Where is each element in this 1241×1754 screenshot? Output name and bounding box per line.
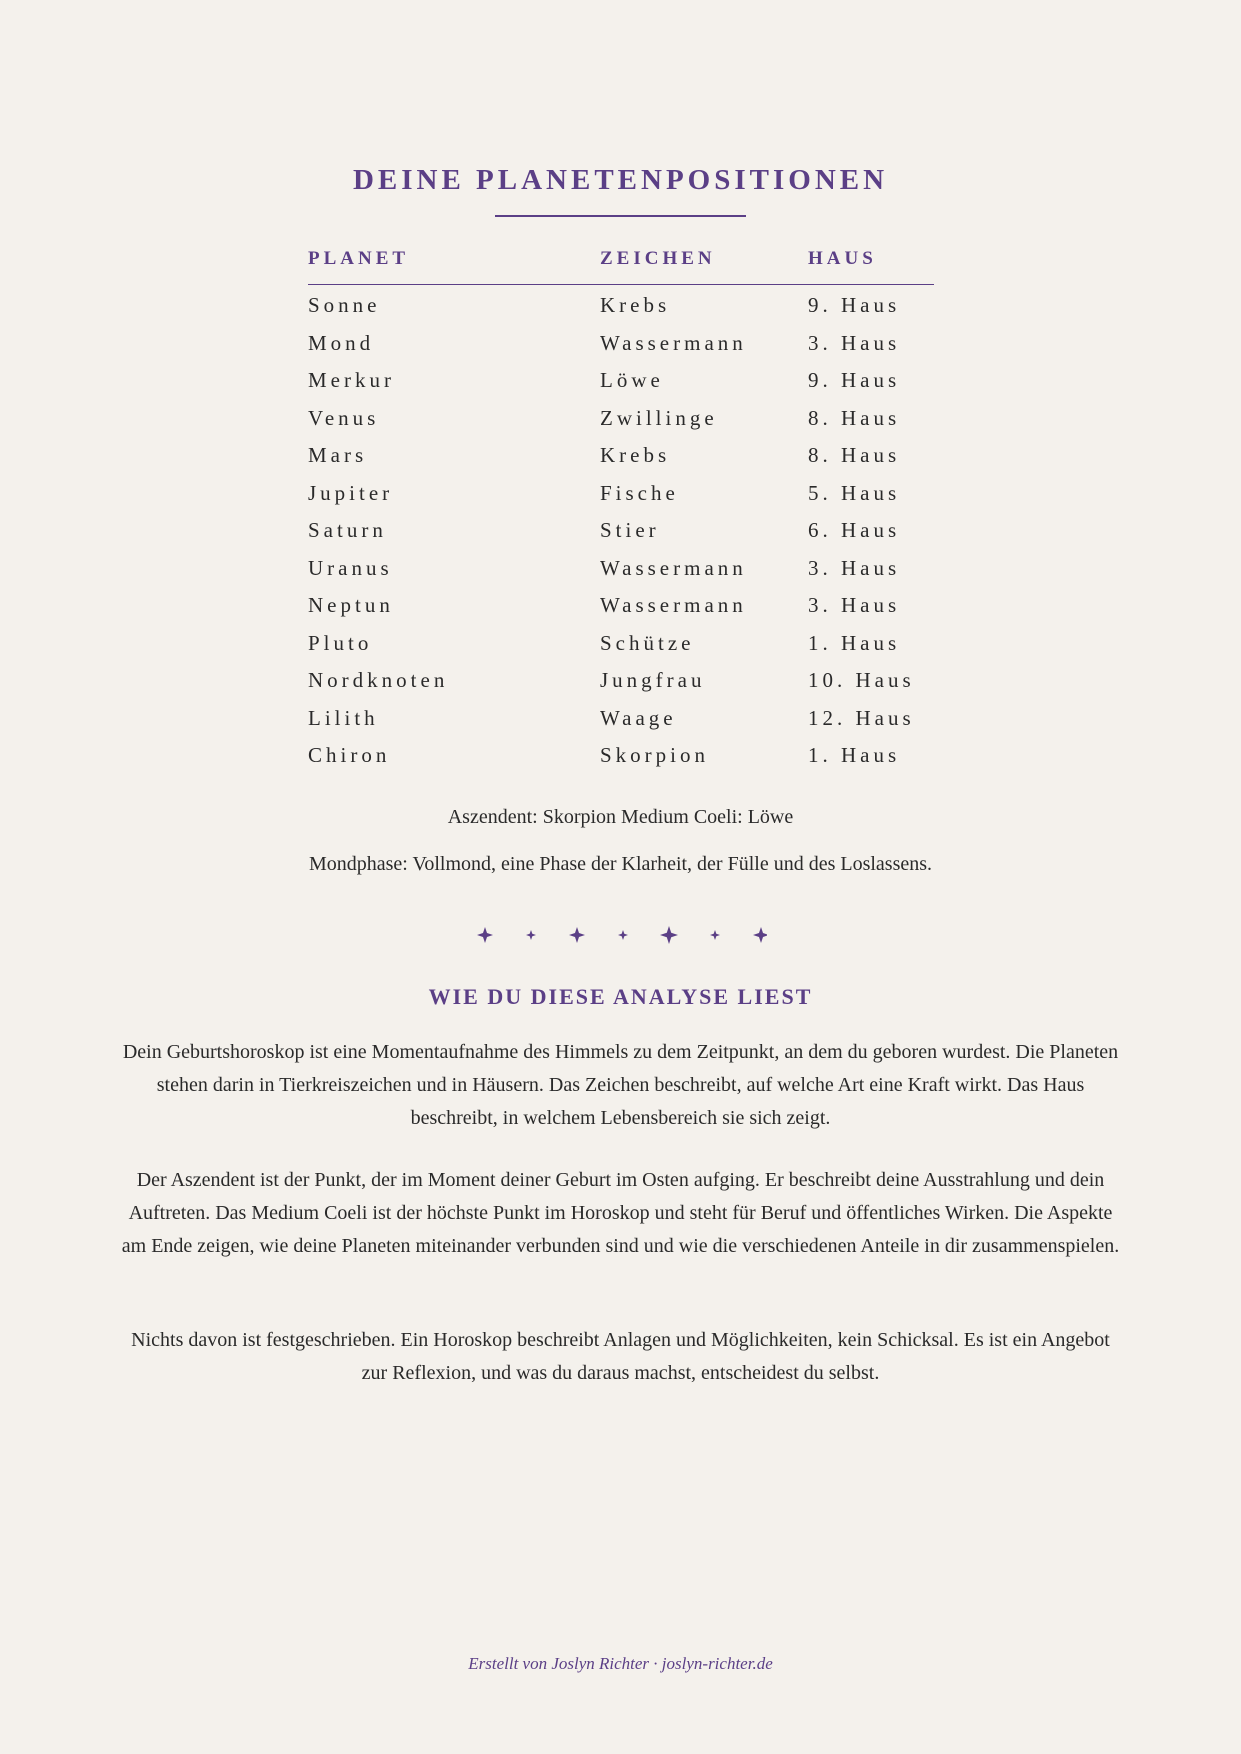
planet-cell: Mars [308,443,368,467]
table-row [308,735,934,773]
title-underline [495,215,746,217]
planet-cell: Pluto [308,630,373,655]
planet-cell: Chiron [308,743,391,767]
table-row [308,548,934,586]
table-row [308,660,934,698]
house-cell: 12. Haus [808,705,915,730]
planet-cell: Merkur [308,368,395,392]
paragraph-intro: Dein Geburtshoroskop ist eine Momentaufnahme des Himmels zu dem Zeitpunkt, an dem du geboren wurdest. Die Planeten stehen darin in Tierkreiszeichen und in Häusern. Das Zeichen beschreibt, auf welche Art eine Kraft wirkt. Das Haus beschreibt, in welchem Lebensbereich sie sich zeigt. [122,1041,1119,1129]
planet-cell: Venus [308,405,380,430]
planet-cell: Mond [308,330,375,355]
planet-table [308,244,934,773]
table-row [308,323,934,361]
house-cell: 10. Haus [808,668,915,692]
angles-line: Aszendent: Skorpion Medium Coeli: Löwe [447,806,794,828]
sign-cell: Zwillinge [600,405,718,430]
sign-cell: Waage [600,705,677,730]
table-row [308,360,934,398]
planet-cell: Neptun [308,593,394,617]
planet-cell: Lilith [308,705,379,730]
planet-cell: Sonne [308,293,381,317]
paragraph-ascendant: Der Aszendent ist der Punkt, der im Moment deiner Geburt im Osten aufging. Er beschreibt deine Ausstrahlung und dein Auftreten. Das Medium Coeli ist der höchste Punkt im Horoskop und steht für Beruf und öffentliches Wirken. Die Aspekte am Ende zeigen, wie deine Planeten miteinander verbunden sind und wie die verschiedenen Anteile in dir zusammenspielen. [121,1169,1120,1257]
house-cell: 1. Haus [808,630,901,655]
footer-credit: Erstellt von Joslyn Richter · joslyn-richter.de [468,1654,773,1673]
table-row [308,398,934,436]
planet-cell: Nordknoten [308,668,449,692]
header-house: HAUS [808,248,877,269]
sign-cell: Wassermann [600,330,747,355]
house-cell: 3. Haus [808,330,901,355]
house-cell: 6. Haus [808,518,901,542]
section-title: WIE DU DIESE ANALYSE LIEST [428,984,813,1009]
header-planet: PLANET [308,248,410,269]
table-row [308,585,934,623]
table-header [308,244,934,285]
table-row [308,435,934,473]
sign-cell: Krebs [600,443,671,467]
sign-cell: Skorpion [600,743,710,767]
house-cell: 5. Haus [808,480,901,505]
sign-cell: Wassermann [600,555,747,580]
sign-cell: Löwe [600,368,664,392]
table-row [308,623,934,661]
page-title: DEINE PLANETENPOSITIONEN [352,164,889,196]
table-row [308,698,934,736]
house-cell: 8. Haus [808,443,901,467]
house-cell: 8. Haus [808,405,901,430]
table-row [308,285,934,323]
planet-cell: Uranus [308,555,393,580]
header-sign: ZEICHEN [600,248,716,269]
sign-cell: Fische [600,480,679,505]
paragraph-reflection: Nichts davon ist festgeschrieben. Ein Horoskop beschreibt Anlagen und Möglichkeiten, kein Schicksal. Es ist ein Angebot zur Reflexion, und was du daraus machst, entscheidest du selbst. [131,1329,1110,1384]
planet-cell: Saturn [308,518,387,542]
house-cell: 3. Haus [808,555,901,580]
moon-phase-line: Mondphase: Vollmond, eine Phase der Klarheit, der Fülle und des Loslassens. [308,853,933,875]
table-row [308,510,934,548]
star-divider-icon [0,921,1241,949]
sign-cell: Jungfrau [600,668,706,692]
table-row [308,473,934,511]
house-cell: 1. Haus [808,743,901,767]
sign-cell: Krebs [600,293,671,317]
house-cell: 9. Haus [808,368,901,392]
sign-cell: Wassermann [600,593,747,617]
sign-cell: Stier [600,518,660,542]
planet-cell: Jupiter [308,480,394,505]
house-cell: 9. Haus [808,293,901,317]
house-cell: 3. Haus [808,593,901,617]
sign-cell: Schütze [600,630,695,655]
